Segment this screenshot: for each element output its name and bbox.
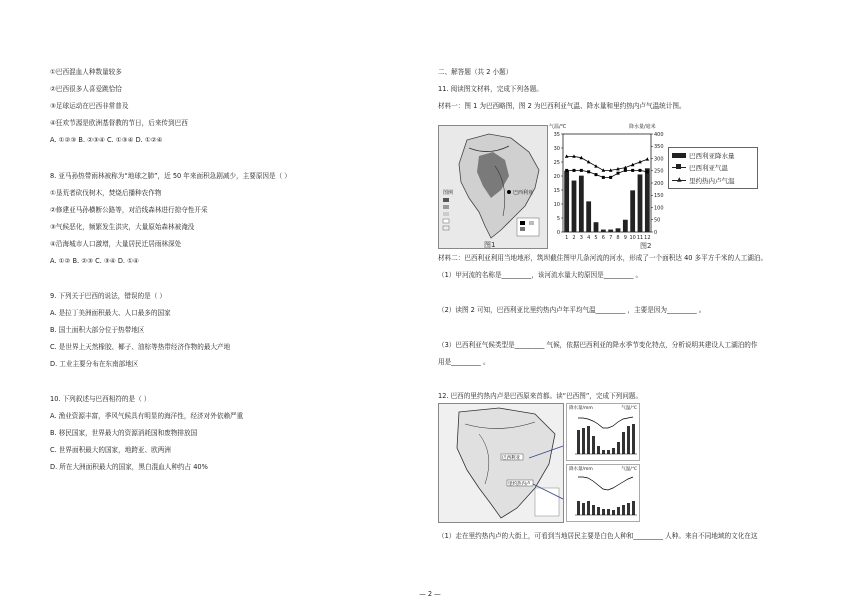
left-tick-label: 10: [553, 201, 560, 208]
figure-1-caption: 图1: [484, 241, 496, 249]
brasilia-temp-point: [609, 176, 612, 179]
month-label: 5: [594, 235, 598, 241]
q12-title: 12. 巴西的里约热内卢是巴西原来首都。读“巴西图”，完成下列问题。: [438, 392, 643, 400]
q7-option-3: ③足球运动在巴西非常普及: [50, 102, 129, 110]
month-label: 3: [579, 235, 583, 241]
left-tick-label: 20: [553, 173, 560, 180]
small-bot-chart-svg: [567, 465, 639, 521]
q10-option-a: A. 渔业资源丰富，季风气候具有明显的海洋性，经济对外依赖严重: [50, 412, 244, 420]
city-label: 巴西利亚: [513, 190, 534, 196]
rain-bar: [564, 171, 569, 232]
month-label: 2: [572, 235, 576, 241]
rain-bar: [579, 176, 584, 232]
small-top-left-title: 降水量/mm: [569, 406, 593, 411]
left-tick-label: 15: [553, 187, 560, 194]
right-tick-label: 400: [654, 131, 664, 138]
q10-option-d: D. 所在大洲面积最大的国家，黑白混血人种约占 40%: [50, 463, 208, 471]
q11-sub-2: （2）读图 2 可知，巴西利亚比里约热内卢年平均气温_________ ，主要是因为_________ 。: [438, 306, 706, 314]
small-top-right-title: 气温/℃: [621, 406, 637, 411]
right-tick-label: 250: [654, 168, 664, 175]
brazil-map-2: [438, 403, 564, 523]
small-chart-top: [566, 403, 640, 461]
legend-bar-swatch: [672, 153, 686, 158]
right-tick-label: 200: [654, 180, 664, 187]
brazil-map-figure: [438, 125, 548, 249]
brasilia-temp-point: [639, 169, 642, 172]
brasilia-temp-point: [580, 169, 583, 172]
brazil-map: [439, 126, 547, 248]
q9-option-c: C. 是世界上天然橡胶、椰子、油棕等热带经济作物的最大产地: [50, 343, 231, 351]
climate-chart-figure: [547, 120, 665, 250]
rain-bar: [645, 168, 650, 232]
map2-city-label: 巴西利亚: [502, 456, 520, 461]
brasilia-temp-point: [573, 169, 576, 172]
left-tick-label: 5: [556, 215, 560, 222]
month-label: 1: [565, 235, 569, 241]
legend-label-rio-temp: 里约热内卢气温: [689, 177, 735, 185]
brazil-map-2-svg: [439, 404, 563, 522]
small-chart-bottom: [566, 464, 640, 522]
rain-bar: [638, 174, 643, 232]
q11-sub-3b: 用是_________ 。: [438, 358, 490, 366]
month-label: 9: [623, 235, 627, 241]
q11-material-1: 材料一：图 1 为巴西略图，图 2 为巴西利亚气温、降水量和里约热内卢气温统计图。: [438, 102, 686, 110]
climate-chart: [547, 120, 665, 250]
q9-stem: 9. 下列关于巴西的说法，错误的是（ ）: [50, 292, 166, 300]
small-bot-right-title: 气温/℃: [621, 467, 637, 472]
rain-bar: [608, 230, 613, 232]
q8-option-1: ①垦荒者砍伐树木，焚烧后播种农作物: [50, 189, 162, 197]
legend-triangle-marker: ▲: [677, 176, 682, 183]
legend-label-rain: 巴西利亚降水量: [689, 152, 735, 160]
brasilia-temp-point: [624, 169, 627, 172]
month-label: 6: [601, 235, 605, 241]
legend-title: 图例: [443, 190, 454, 196]
q8-option-2: ②修建亚马孙横断公路等，对沿线森林进行掠夺性开采: [50, 206, 208, 214]
rain-bar: [594, 222, 599, 232]
q11-sub-1: （1）甲河流的名称是_________，该河流水量大的原因是_________ 。: [438, 271, 643, 279]
rain-bar: [630, 190, 635, 232]
brasilia-temp-point: [631, 169, 634, 172]
rain-bar: [623, 220, 628, 232]
right-tick-label: 350: [654, 144, 664, 151]
month-label: 10: [629, 235, 636, 241]
page-number: — 2 —: [419, 590, 441, 598]
rain-bar: [601, 230, 606, 232]
q9-option-a: A. 是拉丁美洲面积最大、人口最多的国家: [50, 309, 171, 317]
q7-choices: A. ①②③ B. ②③④ C. ①③④ D. ①②④: [50, 136, 163, 144]
q7-option-2: ②巴西很多人喜爱跳恰恰: [50, 85, 122, 93]
month-label: 11: [636, 235, 644, 241]
brasilia-temp-point: [646, 170, 649, 173]
small-bot-left-title: 降水量/mm: [569, 467, 593, 472]
left-tick-label: 0: [556, 229, 560, 236]
month-label: 7: [609, 235, 613, 241]
q8-option-3: ③气候恶化，频繁发生洪灾，大量原始森林被淹没: [50, 223, 195, 231]
q10-option-b: B. 移民国家，世界最大的资源消耗国和废物排放国: [50, 429, 198, 437]
small-top-chart-svg: [567, 404, 639, 460]
q10-stem: 10. 下列叙述与巴西相符的是（ ）: [50, 395, 151, 403]
left-axis-title: 气温/℃: [549, 124, 567, 130]
q9-option-d: D. 工业主要分布在东南部地区: [50, 360, 139, 368]
q9-option-b: B. 国土面积大部分位于热带地区: [50, 326, 145, 334]
right-tick-label: 0: [654, 229, 658, 236]
month-label: 4: [587, 235, 591, 241]
right-axis-title: 降水量/毫米: [629, 124, 656, 130]
brasilia-temp-point: [595, 173, 598, 176]
figure-2-caption: 图2: [640, 242, 652, 250]
left-tick-label: 25: [553, 159, 560, 166]
right-tick-label: 100: [654, 205, 664, 212]
rain-bar: [616, 228, 621, 232]
q8-option-4: ④沿海城市人口激增，大量居民迁居雨林深处: [50, 240, 182, 248]
climate-legend: [668, 147, 758, 189]
legend-square-marker: [676, 164, 681, 169]
right-tick-label: 50: [654, 217, 661, 224]
brasilia-temp-point: [587, 170, 590, 173]
q11-sub-3a: （3）巴西利亚气候类型是_________ 气候，依据巴西利亚的降水季节变化特点，分析说明其建设人工湖泊的作: [438, 341, 758, 349]
q12-sub-1: （1）走在里约热内卢的大街上，可看到当地居民主要是白色人种和_________ 人种。来自不同地域的文化在这: [438, 532, 758, 540]
map2-rio-label: 里约热内卢: [508, 482, 531, 487]
capital-marker: [507, 190, 511, 194]
q7-option-1: ①巴西混血人种数量较多: [50, 68, 122, 76]
section-title: 二、解答题（共 2 小题）: [438, 68, 513, 76]
legend-label-brasilia-temp: 巴西利亚气温: [689, 164, 728, 172]
brasilia-temp-point: [565, 169, 568, 172]
rain-bar: [572, 181, 577, 232]
brasilia-temp-point: [602, 176, 605, 179]
rain-bar: [586, 201, 591, 232]
q11-title: 11. 阅读图文材料，完成下列各题。: [438, 85, 543, 93]
left-tick-label: 30: [553, 145, 560, 152]
left-tick-label: 35: [553, 131, 560, 138]
month-label: 12: [644, 235, 651, 241]
q10-option-c: C. 世界面积最大的国家，地跨亚、欧两洲: [50, 446, 171, 454]
right-tick-label: 300: [654, 156, 664, 163]
q8-stem: 8. 亚马孙热带雨林被称为“地球之肺”，近 50 年来面积急剧减少，主要原因是（ ）: [50, 172, 291, 180]
q8-choices: A. ①② B. ②③ C. ③④ D. ①④: [50, 257, 139, 265]
brasilia-temp-point: [617, 172, 620, 175]
month-label: 8: [616, 235, 620, 241]
q7-option-4: ④狂欢节源是欧洲基督教的节日，后来传到巴西: [50, 119, 188, 127]
q11-material-2: 材料二：巴西利亚利用当地地形，筑坝截住图甲几条河流的河水，形成了一个面积达 40 多平方千米的人工湖泊。: [438, 254, 768, 262]
right-tick-label: 150: [654, 193, 664, 200]
